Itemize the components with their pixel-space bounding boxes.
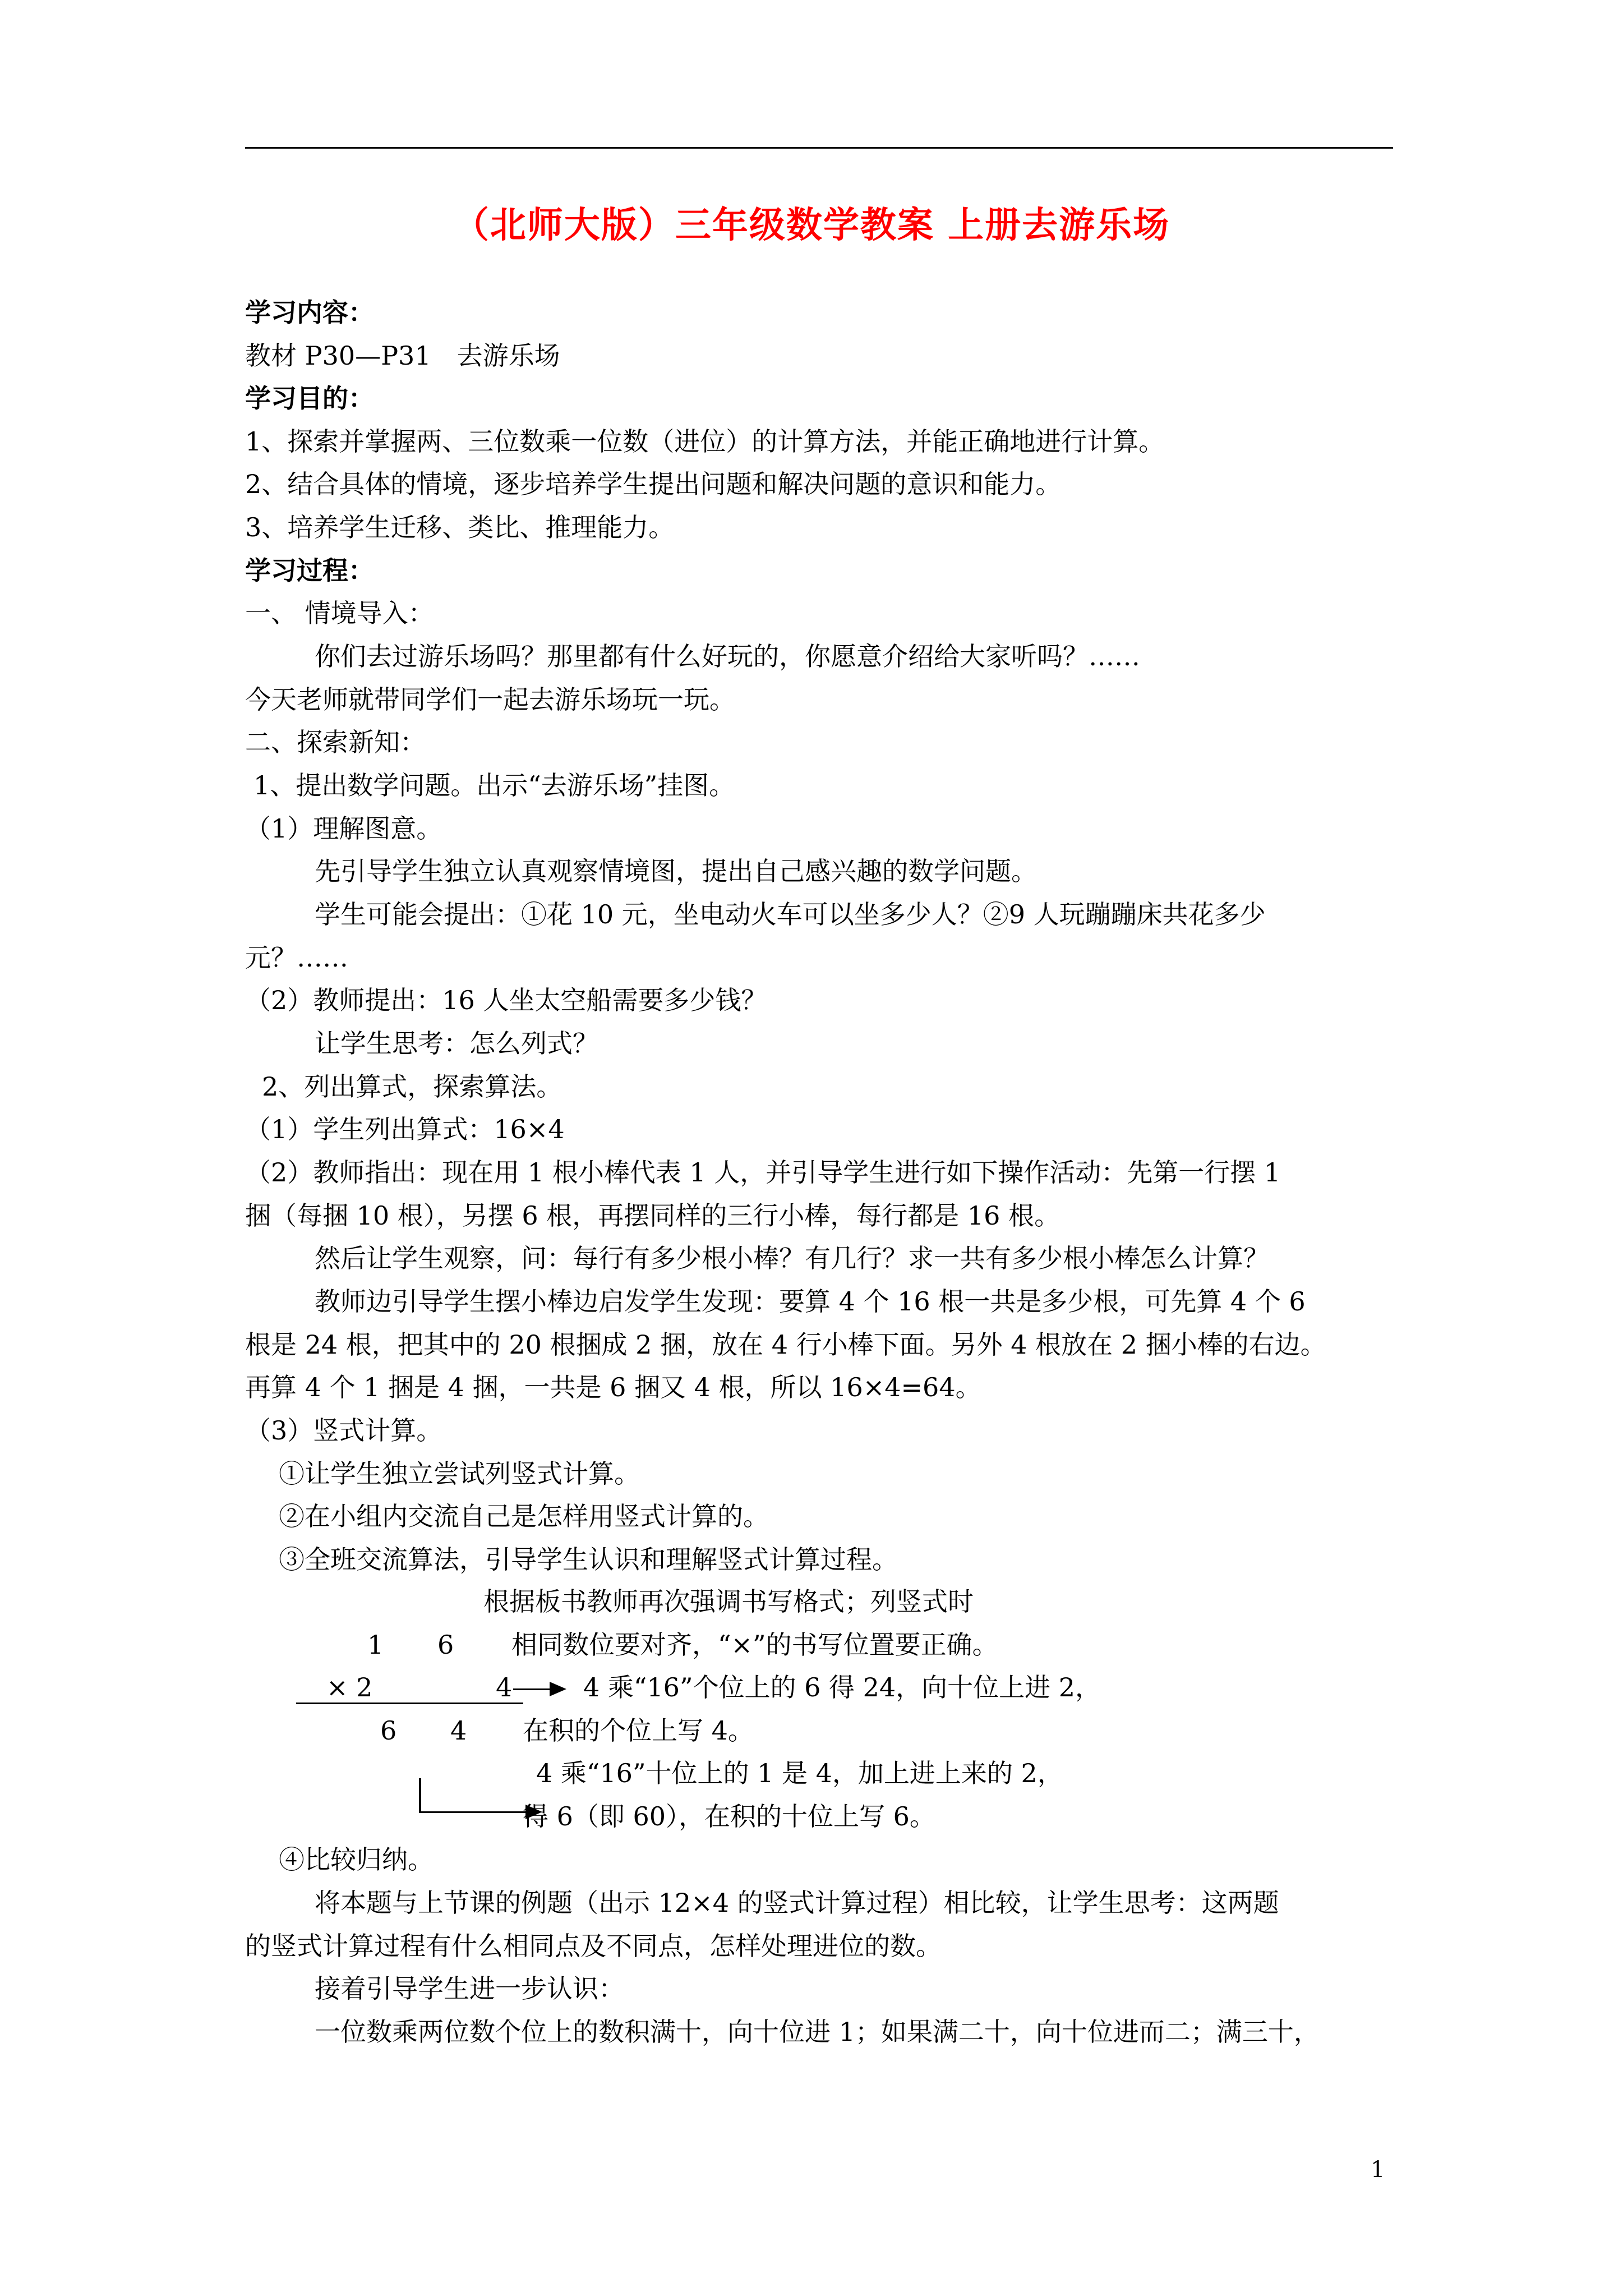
text-line: （2）教师提出：16 人坐太空船需要多少钱？ bbox=[245, 985, 767, 1015]
calc-result-tens: 6 bbox=[380, 1715, 397, 1746]
text-line: 今天老师就带同学们一起去游乐场玩一玩。 bbox=[245, 684, 735, 715]
text-line: 学生可能会提出：①花 10 元，坐电动火车可以坐多少人？②9 人玩蹦蹦床共花多少 bbox=[315, 899, 1266, 930]
text-line: 的竖式计算过程有什么相同点及不同点，怎样处理进位的数。 bbox=[245, 1931, 942, 1961]
text-line: 先引导学生独立认真观察情境图，提出自己感兴趣的数学问题。 bbox=[315, 856, 1037, 886]
text-line: （1）学生列出算式：16×4 bbox=[245, 1114, 565, 1144]
goal-item: 3、培养学生迁移、类比、推理能力。 bbox=[245, 512, 675, 542]
text-line: 2、列出算式，探索算法。 bbox=[262, 1071, 562, 1102]
text-line: 捆（每捆 10 根），另摆 6 根，再摆同样的三行小棒，每行都是 16 根。 bbox=[245, 1200, 1061, 1231]
calc-multiplier: × 2 bbox=[326, 1672, 373, 1703]
text-line: ③全班交流算法，引导学生认识和理解竖式计算过程。 bbox=[279, 1544, 898, 1575]
calc-result-ones: 4 bbox=[450, 1715, 467, 1746]
heading-content: 学习内容： bbox=[245, 297, 374, 328]
heading-process: 学习过程： bbox=[245, 555, 374, 586]
calc-underline bbox=[296, 1703, 523, 1704]
text-line: 接着引导学生进一步认识： bbox=[315, 1973, 624, 2004]
calc-note: 4 乘“16”十位上的 1 是 4，加上进上来的 2， bbox=[536, 1758, 1063, 1788]
arrow-head-icon bbox=[525, 1805, 542, 1819]
arrow-stem bbox=[419, 1778, 421, 1812]
text-line: ①让学生独立尝试列竖式计算。 bbox=[279, 1458, 640, 1489]
text-line: 教师边引导学生摆小棒边启发学生发现：要算 4 个 16 根一共是多少根，可先算 4 个 6 bbox=[315, 1286, 1306, 1317]
header-rule bbox=[245, 147, 1393, 149]
text-line: 再算 4 个 1 捆是 4 捆，一共是 6 捆又 4 根，所以 16×4=64。 bbox=[245, 1372, 981, 1402]
calc-top-ones: 6 bbox=[437, 1630, 454, 1660]
section-heading: 二、探索新知： bbox=[245, 727, 426, 757]
arrow-line bbox=[419, 1811, 528, 1813]
arrow-line bbox=[513, 1688, 552, 1690]
text-line: （2）教师指出：现在用 1 根小棒代表 1 人，并引导学生进行如下操作活动：先第一行摆 1 bbox=[245, 1157, 1281, 1188]
text-line: 教材 P30—P31 去游乐场 bbox=[245, 341, 560, 371]
text-line: ④比较归纳。 bbox=[279, 1844, 434, 1875]
page-number: 1 bbox=[1371, 2157, 1385, 2183]
calc-note: 得 6（即 60），在积的十位上写 6。 bbox=[523, 1801, 935, 1832]
text-line: 根是 24 根，把其中的 20 根捆成 2 捆，放在 4 行小棒下面。另外 4 根放在 2 捆小棒的右边。 bbox=[245, 1329, 1326, 1360]
calc-note: 根据板书教师再次强调书写格式；列竖式时 bbox=[483, 1586, 974, 1617]
calc-top-tens: 1 bbox=[367, 1630, 384, 1660]
calc-note: 相同数位要对齐，“×”的书写位置要正确。 bbox=[511, 1630, 998, 1660]
calc-note: 在积的个位上写 4。 bbox=[523, 1715, 754, 1746]
page-title: （北师大版）三年级数学教案 上册去游乐场 bbox=[453, 204, 1170, 246]
heading-goals: 学习目的： bbox=[245, 383, 374, 413]
text-line: 元？…… bbox=[245, 942, 348, 973]
text-line: （1）理解图意。 bbox=[245, 813, 442, 844]
text-line: 让学生思考：怎么列式？ bbox=[315, 1028, 598, 1059]
text-line: 一位数乘两位数个位上的数积满十，向十位进 1；如果满二十，向十位进而二；满三十， bbox=[315, 2017, 1320, 2047]
text-line: 将本题与上节课的例题（出示 12×4 的竖式计算过程）相比较，让学生思考：这两题 bbox=[315, 1888, 1279, 1918]
arrow-head-icon bbox=[550, 1682, 566, 1696]
text-line: 1、提出数学问题。出示“去游乐场”挂图。 bbox=[253, 770, 735, 800]
text-line: （3）竖式计算。 bbox=[245, 1415, 442, 1446]
text-line: 你们去过游乐场吗？那里都有什么好玩的，你愿意介绍给大家听吗？…… bbox=[315, 641, 1140, 671]
section-heading: 一、 情境导入： bbox=[245, 598, 434, 628]
text-line: ②在小组内交流自己是怎样用竖式计算的。 bbox=[279, 1501, 769, 1531]
goal-item: 2、结合具体的情境，逐步培养学生提出问题和解决问题的意识和能力。 bbox=[245, 469, 1062, 499]
calc-carry: 4 bbox=[496, 1672, 513, 1703]
goal-item: 1、探索并掌握两、三位数乘一位数（进位）的计算方法，并能正确地进行计算。 bbox=[245, 426, 1165, 457]
text-line: 然后让学生观察，问：每行有多少根小棒？有几行？求一共有多少根小棒怎么计算？ bbox=[315, 1243, 1269, 1273]
calc-note: 4 乘“16”个位上的 6 得 24，向十位上进 2， bbox=[583, 1672, 1101, 1703]
